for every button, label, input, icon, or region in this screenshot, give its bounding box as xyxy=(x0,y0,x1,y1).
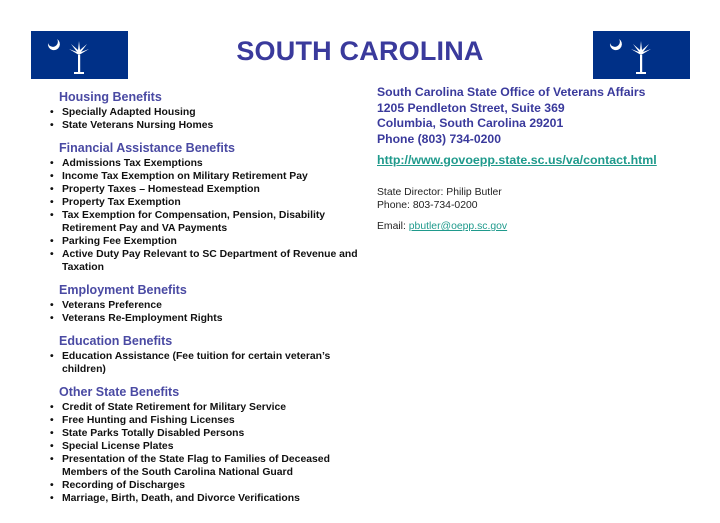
list-item: • Admissions Tax Exemptions xyxy=(48,157,368,170)
contact-url-link[interactable]: http://www.govoepp.state.sc.us/va/contact.html xyxy=(377,153,657,167)
director-name: State Director: Philip Butler xyxy=(377,187,502,198)
director-info xyxy=(377,187,697,212)
list-item: • Property Tax Exemption xyxy=(48,196,368,209)
sc-state-flag-icon xyxy=(593,31,690,79)
address-line1: 1205 Pendleton Street, Suite 369 xyxy=(377,100,565,115)
email-label: Email: xyxy=(377,221,409,232)
list-item: • Recording of Discharges xyxy=(48,479,368,492)
list-item: • Parking Fee Exemption xyxy=(48,235,368,248)
email-line xyxy=(377,221,697,232)
section-heading: Employment Benefits xyxy=(59,283,187,297)
list-item: • Specially Adapted Housing xyxy=(48,106,368,119)
section-housing xyxy=(48,90,368,132)
list-item: • Marriage, Birth, Death, and Divorce Verifications xyxy=(48,492,368,505)
section-employment xyxy=(48,283,368,325)
section-other xyxy=(48,385,368,505)
office-address xyxy=(377,85,697,147)
section-heading: Education Benefits xyxy=(59,334,173,348)
section-financial xyxy=(48,141,368,274)
list-item: • Tax Exemption for Compensation, Pension, Disability Retirement Pay and VA Payments xyxy=(48,209,368,235)
address-line2: Columbia, South Carolina 29201 xyxy=(377,116,564,130)
office-phone: Phone (803) 734-0200 xyxy=(377,131,501,146)
director-phone: Phone: 803-734-0200 xyxy=(377,199,478,211)
list-item: • Free Hunting and Fishing Licenses xyxy=(48,414,368,427)
section-heading: Other State Benefits xyxy=(59,385,180,399)
list-item: • Special License Plates xyxy=(48,440,368,453)
list-item: • Credit of State Retirement for Military Service xyxy=(48,401,368,414)
list-item: • Presentation of the State Flag to Families of Deceased Members of the South Carolina National Guard xyxy=(48,453,368,479)
list-item: • Veterans Re-Employment Rights xyxy=(48,312,368,325)
list-item: • Income Tax Exemption on Military Retirement Pay xyxy=(48,170,368,183)
section-education xyxy=(48,334,368,376)
section-heading: Financial Assistance Benefits xyxy=(59,141,235,155)
list-item: • Active Duty Pay Relevant to SC Department of Revenue and Taxation xyxy=(48,248,368,274)
list-item: • Education Assistance (Fee tuition for certain veteran’s children) xyxy=(48,350,368,376)
contact-column xyxy=(377,85,697,232)
list-item: • State Veterans Nursing Homes xyxy=(48,119,368,132)
list-item: • Veterans Preference xyxy=(48,299,368,312)
section-heading: Housing Benefits xyxy=(59,90,162,104)
office-name: South Carolina State Office of Veterans Affairs xyxy=(377,85,646,99)
page-title: SOUTH CAROLINA xyxy=(236,36,484,66)
email-link[interactable]: pbutler@oepp.sc.gov xyxy=(408,221,508,232)
benefits-column xyxy=(48,90,368,514)
list-item: • Property Taxes – Homestead Exemption xyxy=(48,183,368,196)
list-item: • State Parks Totally Disabled Persons xyxy=(48,427,368,440)
